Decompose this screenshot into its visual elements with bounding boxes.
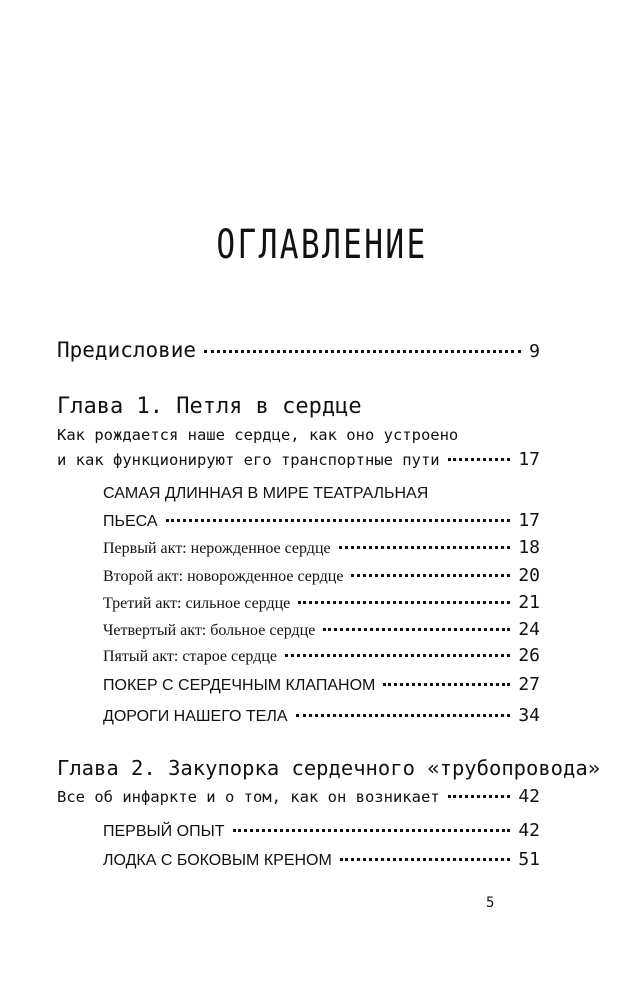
page-number: 42 [518, 820, 540, 841]
toc-entry-chapter-1[interactable] [57, 449, 540, 470]
page-number: 51 [518, 849, 540, 870]
toc-entry-section[interactable] [103, 510, 540, 531]
dot-leader [166, 519, 511, 522]
page-number: 17 [518, 449, 540, 470]
entry-label: ПЕРВЫЙ ОПЫТ [103, 823, 225, 840]
page-number: 26 [518, 645, 540, 666]
page-number: 24 [518, 619, 540, 640]
page-number: 34 [518, 705, 540, 726]
entry-label: Четвертый акт: больное сердце [103, 622, 316, 639]
chapter-1-subtitle-line1: Как рождается наше сердце, как оно устроено [57, 426, 459, 444]
chapter-2-title: Глава 2. Закупорка сердечного «трубопровода» [57, 756, 601, 780]
page-folio: 5 [486, 895, 495, 911]
dot-leader [448, 458, 511, 461]
entry-label: Второй акт: новорожденное сердце [103, 568, 344, 585]
toc-entry-section[interactable] [103, 645, 540, 666]
dot-leader [340, 858, 510, 861]
toc-entry-section[interactable] [103, 565, 540, 586]
toc-entry-section[interactable] [103, 705, 540, 726]
toc-entry-section[interactable] [103, 592, 540, 613]
page-number: 20 [518, 565, 540, 586]
page-number: 42 [518, 786, 540, 807]
dot-leader [233, 829, 511, 832]
entry-label: и как функционируют его транспортные пути [57, 451, 440, 469]
page-number: 17 [518, 510, 540, 531]
entry-label: Пятый акт: старое сердце [103, 648, 277, 665]
dot-leader [351, 574, 510, 577]
toc-entry-chapter-2[interactable] [57, 786, 540, 807]
entry-label: ПОКЕР С СЕРДЕЧНЫМ КЛАПАНОМ [103, 677, 376, 694]
toc-entry-section[interactable] [103, 537, 540, 558]
dot-leader [448, 795, 511, 798]
toc-entry-section[interactable] [103, 820, 540, 841]
dot-leader [285, 654, 510, 657]
page-number: 9 [529, 341, 540, 362]
toc-entry-section[interactable] [103, 674, 540, 695]
entry-label: Все об инфаркте и о том, как он возникает [57, 788, 440, 806]
dot-leader [296, 714, 511, 717]
toc-entry-preface[interactable] [57, 338, 540, 362]
toc-entry-section[interactable] [103, 619, 540, 640]
entry-label: ПЬЕСА [103, 513, 158, 530]
page-number: 21 [518, 592, 540, 613]
entry-label: ДОРОГИ НАШЕГО ТЕЛА [103, 708, 288, 725]
entry-label: Предисловие [57, 338, 197, 362]
dot-leader [323, 628, 510, 631]
entry-label: Третий акт: сильное сердце [103, 595, 291, 612]
section-label-line1: САМАЯ ДЛИННАЯ В МИРЕ ТЕАТРАЛЬНАЯ [103, 485, 429, 502]
toc-heading: ОГЛАВЛЕНИЕ [216, 222, 428, 268]
chapter-1-title: Глава 1. Петля в сердце [57, 394, 362, 419]
dot-leader [298, 601, 510, 604]
dot-leader [383, 683, 510, 686]
page-number: 18 [518, 537, 540, 558]
dot-leader [339, 546, 511, 549]
toc-entry-section[interactable] [103, 849, 540, 870]
dot-leader [204, 350, 521, 353]
entry-label: Первый акт: нерожденное сердце [103, 540, 331, 557]
page-number: 27 [518, 674, 540, 695]
entry-label: ЛОДКА С БОКОВЫМ КРЕНОМ [103, 852, 332, 869]
